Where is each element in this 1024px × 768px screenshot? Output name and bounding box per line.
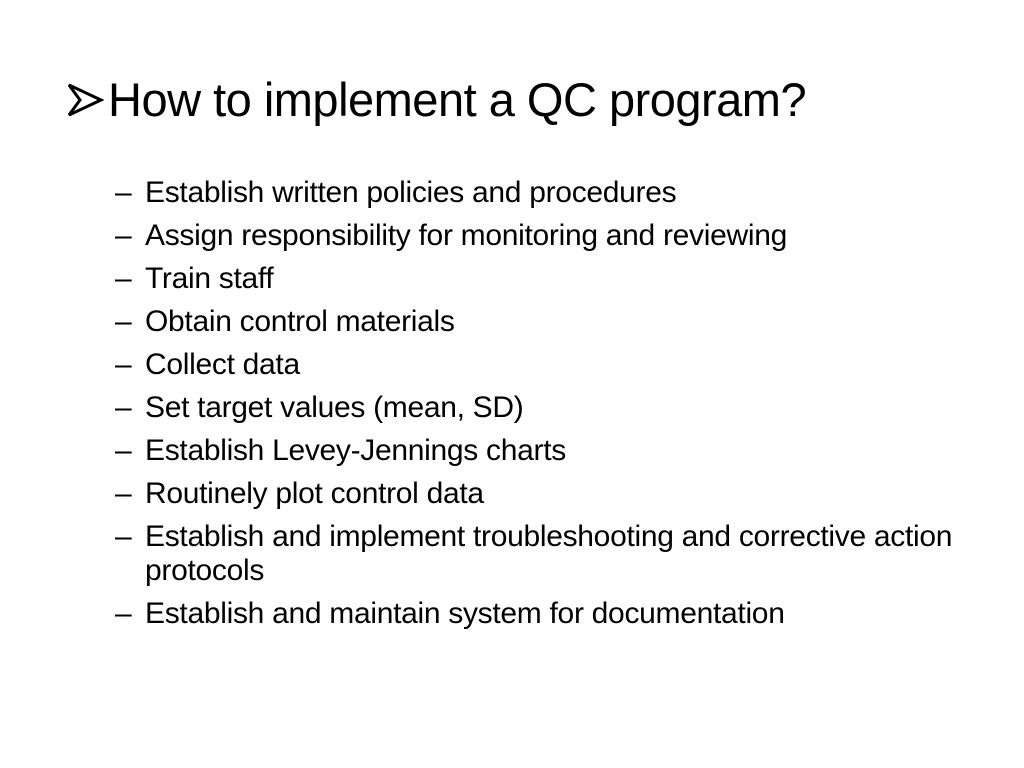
list-item <box>115 434 1005 468</box>
dash-bullet: – <box>115 348 132 381</box>
list-item <box>115 305 1005 339</box>
list-item-text: Collect data <box>145 348 300 381</box>
list-item <box>115 597 1005 631</box>
dash-bullet: – <box>115 597 132 630</box>
slide-heading <box>66 68 806 132</box>
dash-bullet: – <box>115 477 132 510</box>
dash-bullet: – <box>115 434 132 467</box>
dash-bullet: – <box>115 520 132 553</box>
arrow-bullet-icon <box>66 81 104 119</box>
list-item <box>115 219 1005 253</box>
dash-bullet: – <box>115 262 132 295</box>
list-item-text: Establish and maintain system for documentation <box>145 597 785 630</box>
list-item <box>115 348 1005 382</box>
list-item <box>115 520 1005 588</box>
list-item <box>115 477 1005 511</box>
list-item-text: Establish Levey-Jennings charts <box>145 434 566 467</box>
bullet-list <box>115 176 1005 640</box>
list-item-text: Establish and implement troubleshooting and corrective action protocols <box>145 520 953 587</box>
dash-bullet: – <box>115 391 132 424</box>
list-item <box>115 176 1005 210</box>
dash-bullet: – <box>115 176 132 209</box>
list-item-text: Set target values (mean, SD) <box>145 391 524 424</box>
list-item-text: Routinely plot control data <box>145 477 484 510</box>
slide-title: How to implement a QC program? <box>108 73 807 126</box>
list-item-text: Establish written policies and procedures <box>145 176 677 209</box>
list-item-text: Obtain control materials <box>145 305 455 338</box>
list-item <box>115 391 1005 425</box>
list-item-text: Assign responsibility for monitoring and reviewing <box>145 219 787 252</box>
list-item <box>115 262 1005 296</box>
dash-bullet: – <box>115 305 132 338</box>
list-item-text: Train staff <box>145 262 274 295</box>
dash-bullet: – <box>115 219 132 252</box>
